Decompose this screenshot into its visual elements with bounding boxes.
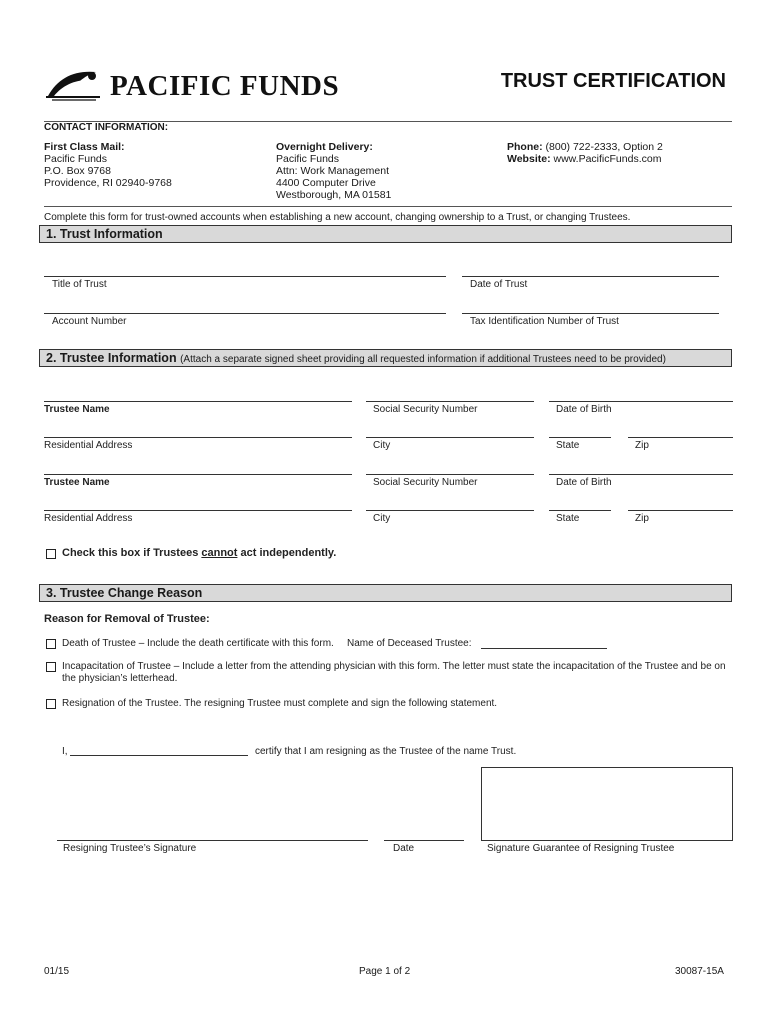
- trustee-1-zip-field[interactable]: [628, 437, 733, 438]
- resigning-signature-field[interactable]: [57, 840, 368, 841]
- document-title: TRUST CERTIFICATION: [500, 70, 726, 92]
- trustee-2-name-label: Trustee Name: [44, 477, 110, 488]
- intro-text: Complete this form for trust-owned accounts when establishing a new account, changing ownership to a Trust, or changing Trustees.: [44, 212, 631, 223]
- overnight-line: Pacific Funds: [276, 153, 340, 165]
- tax-id-label: Tax Identification Number of Trust: [470, 316, 619, 327]
- trustee-1-name-label: Trustee Name: [44, 404, 110, 415]
- signature-date-label: Date: [393, 843, 415, 854]
- trustee-1-city-field[interactable]: [366, 437, 534, 438]
- account-number-field[interactable]: [44, 313, 446, 314]
- title-of-trust-field[interactable]: [44, 276, 446, 277]
- tax-id-field[interactable]: [462, 313, 719, 314]
- trustee-1-zip-label: Zip: [635, 440, 649, 451]
- trustee-1-city-label: City: [373, 440, 391, 451]
- phone-label: Phone:: [507, 141, 543, 153]
- trustee-1-address-label: Residential Address: [44, 440, 133, 451]
- overnight-line: Attn: Work Management: [276, 165, 390, 177]
- phone-value: (800) 722-2333, Option 2: [545, 141, 663, 153]
- trustee-2-ssn-field[interactable]: [366, 474, 534, 475]
- section-3-title: 3. Trustee Change Reason: [46, 586, 203, 600]
- deceased-name-field[interactable]: [481, 648, 607, 649]
- overnight-label: Overnight Delivery:: [276, 141, 373, 153]
- trustee-2-address-field[interactable]: [44, 510, 352, 511]
- first-class-line: P.O. Box 9768: [44, 165, 111, 177]
- trustee-1-dob-label: Date of Birth: [556, 404, 612, 415]
- incapacitation-checkbox[interactable]: [46, 662, 56, 672]
- independence-text-pre: Check this box if Trustees: [62, 547, 202, 559]
- footer-date-code: 01/15: [44, 966, 70, 977]
- contact-divider: [44, 206, 732, 207]
- trustee-2-ssn-label: Social Security Number: [373, 477, 478, 488]
- date-of-trust-field[interactable]: [462, 276, 719, 277]
- overnight-line: 4400 Computer Drive: [276, 177, 376, 189]
- footer-form-number: 30087-15A: [675, 966, 724, 977]
- overnight-delivery-block: [276, 141, 391, 201]
- independence-checkbox-label: [62, 547, 336, 559]
- footer-page-number: Page 1 of 2: [359, 966, 411, 977]
- trustee-2-dob-label: Date of Birth: [556, 477, 612, 488]
- first-class-line: Pacific Funds: [44, 153, 108, 165]
- section-1-header: [39, 225, 732, 243]
- trustee-1-ssn-field[interactable]: [366, 401, 534, 402]
- overnight-line: Westborough, MA 01581: [276, 189, 392, 201]
- first-class-mail-block: [44, 141, 172, 189]
- resigning-name-field[interactable]: [70, 755, 248, 756]
- trustee-1-name-field[interactable]: [44, 401, 352, 402]
- independence-checkbox[interactable]: [46, 549, 56, 559]
- section-2-header: [39, 349, 732, 367]
- ship-icon: [44, 66, 102, 102]
- independence-text-post: act independently.: [237, 547, 337, 559]
- trustee-2-zip-label: Zip: [635, 513, 649, 524]
- trustee-2-state-field[interactable]: [549, 510, 611, 511]
- deceased-name-label: Name of Deceased Trustee:: [347, 638, 472, 649]
- trustee-2-name-field[interactable]: [44, 474, 352, 475]
- trustee-2-address-label: Residential Address: [44, 513, 133, 524]
- section-2-subtitle: (Attach a separate signed sheet providing all requested information if additional Trustees need to be provided): [180, 354, 666, 365]
- brand-name: PACIFIC FUNDS: [110, 70, 340, 102]
- signature-guarantee-box[interactable]: [481, 767, 733, 841]
- resigning-signature-label: Resigning Trustee’s Signature: [63, 843, 197, 854]
- trustee-1-state-label: State: [556, 440, 580, 451]
- first-class-line: Providence, RI 02940-9768: [44, 177, 172, 189]
- signature-date-field[interactable]: [384, 840, 464, 841]
- resignation-option-label: Resignation of the Trustee. The resigning Trustee must complete and sign the following statement.: [62, 698, 498, 709]
- independence-text-emph: cannot: [201, 547, 238, 559]
- section-3-header: [39, 584, 732, 602]
- pacific-funds-logo: [44, 66, 340, 106]
- website-value: www.PacificFunds.com: [553, 153, 662, 165]
- trustee-1-state-field[interactable]: [549, 437, 611, 438]
- section-2-title: 2. Trustee Information: [46, 351, 177, 365]
- statement-suffix: certify that I am resigning as the Trustee of the name Trust.: [255, 746, 517, 757]
- trustee-2-dob-field[interactable]: [549, 474, 733, 475]
- trustee-2-state-label: State: [556, 513, 580, 524]
- trustee-2-city-label: City: [373, 513, 391, 524]
- death-checkbox[interactable]: [46, 639, 56, 649]
- account-number-label: Account Number: [52, 316, 127, 327]
- date-of-trust-label: Date of Trust: [470, 279, 528, 290]
- phone-website-block: [507, 141, 663, 165]
- title-of-trust-label: Title of Trust: [52, 279, 107, 290]
- trustee-2-zip-field[interactable]: [628, 510, 733, 511]
- trustee-1-dob-field[interactable]: [549, 401, 733, 402]
- signature-guarantee-label: Signature Guarantee of Resigning Trustee: [487, 843, 675, 854]
- incapacitation-option-label: Incapacitation of Trustee – Include a letter from the attending physician with this form. The letter must state the incapacitation of the Trustee and be on the physician’s letterhead.: [62, 661, 726, 684]
- resignation-checkbox[interactable]: [46, 699, 56, 709]
- trustee-1-address-field[interactable]: [44, 437, 352, 438]
- reason-heading: Reason for Removal of Trustee:: [44, 613, 210, 625]
- death-option-label: Death of Trustee – Include the death certificate with this form.: [62, 638, 334, 649]
- trustee-1-ssn-label: Social Security Number: [373, 404, 478, 415]
- section-1-title: 1. Trust Information: [46, 227, 163, 241]
- statement-prefix: I,: [62, 746, 68, 757]
- contact-heading: CONTACT INFORMATION:: [44, 122, 169, 133]
- first-class-label: First Class Mail:: [44, 141, 125, 153]
- website-label: Website:: [507, 153, 551, 165]
- trustee-2-city-field[interactable]: [366, 510, 534, 511]
